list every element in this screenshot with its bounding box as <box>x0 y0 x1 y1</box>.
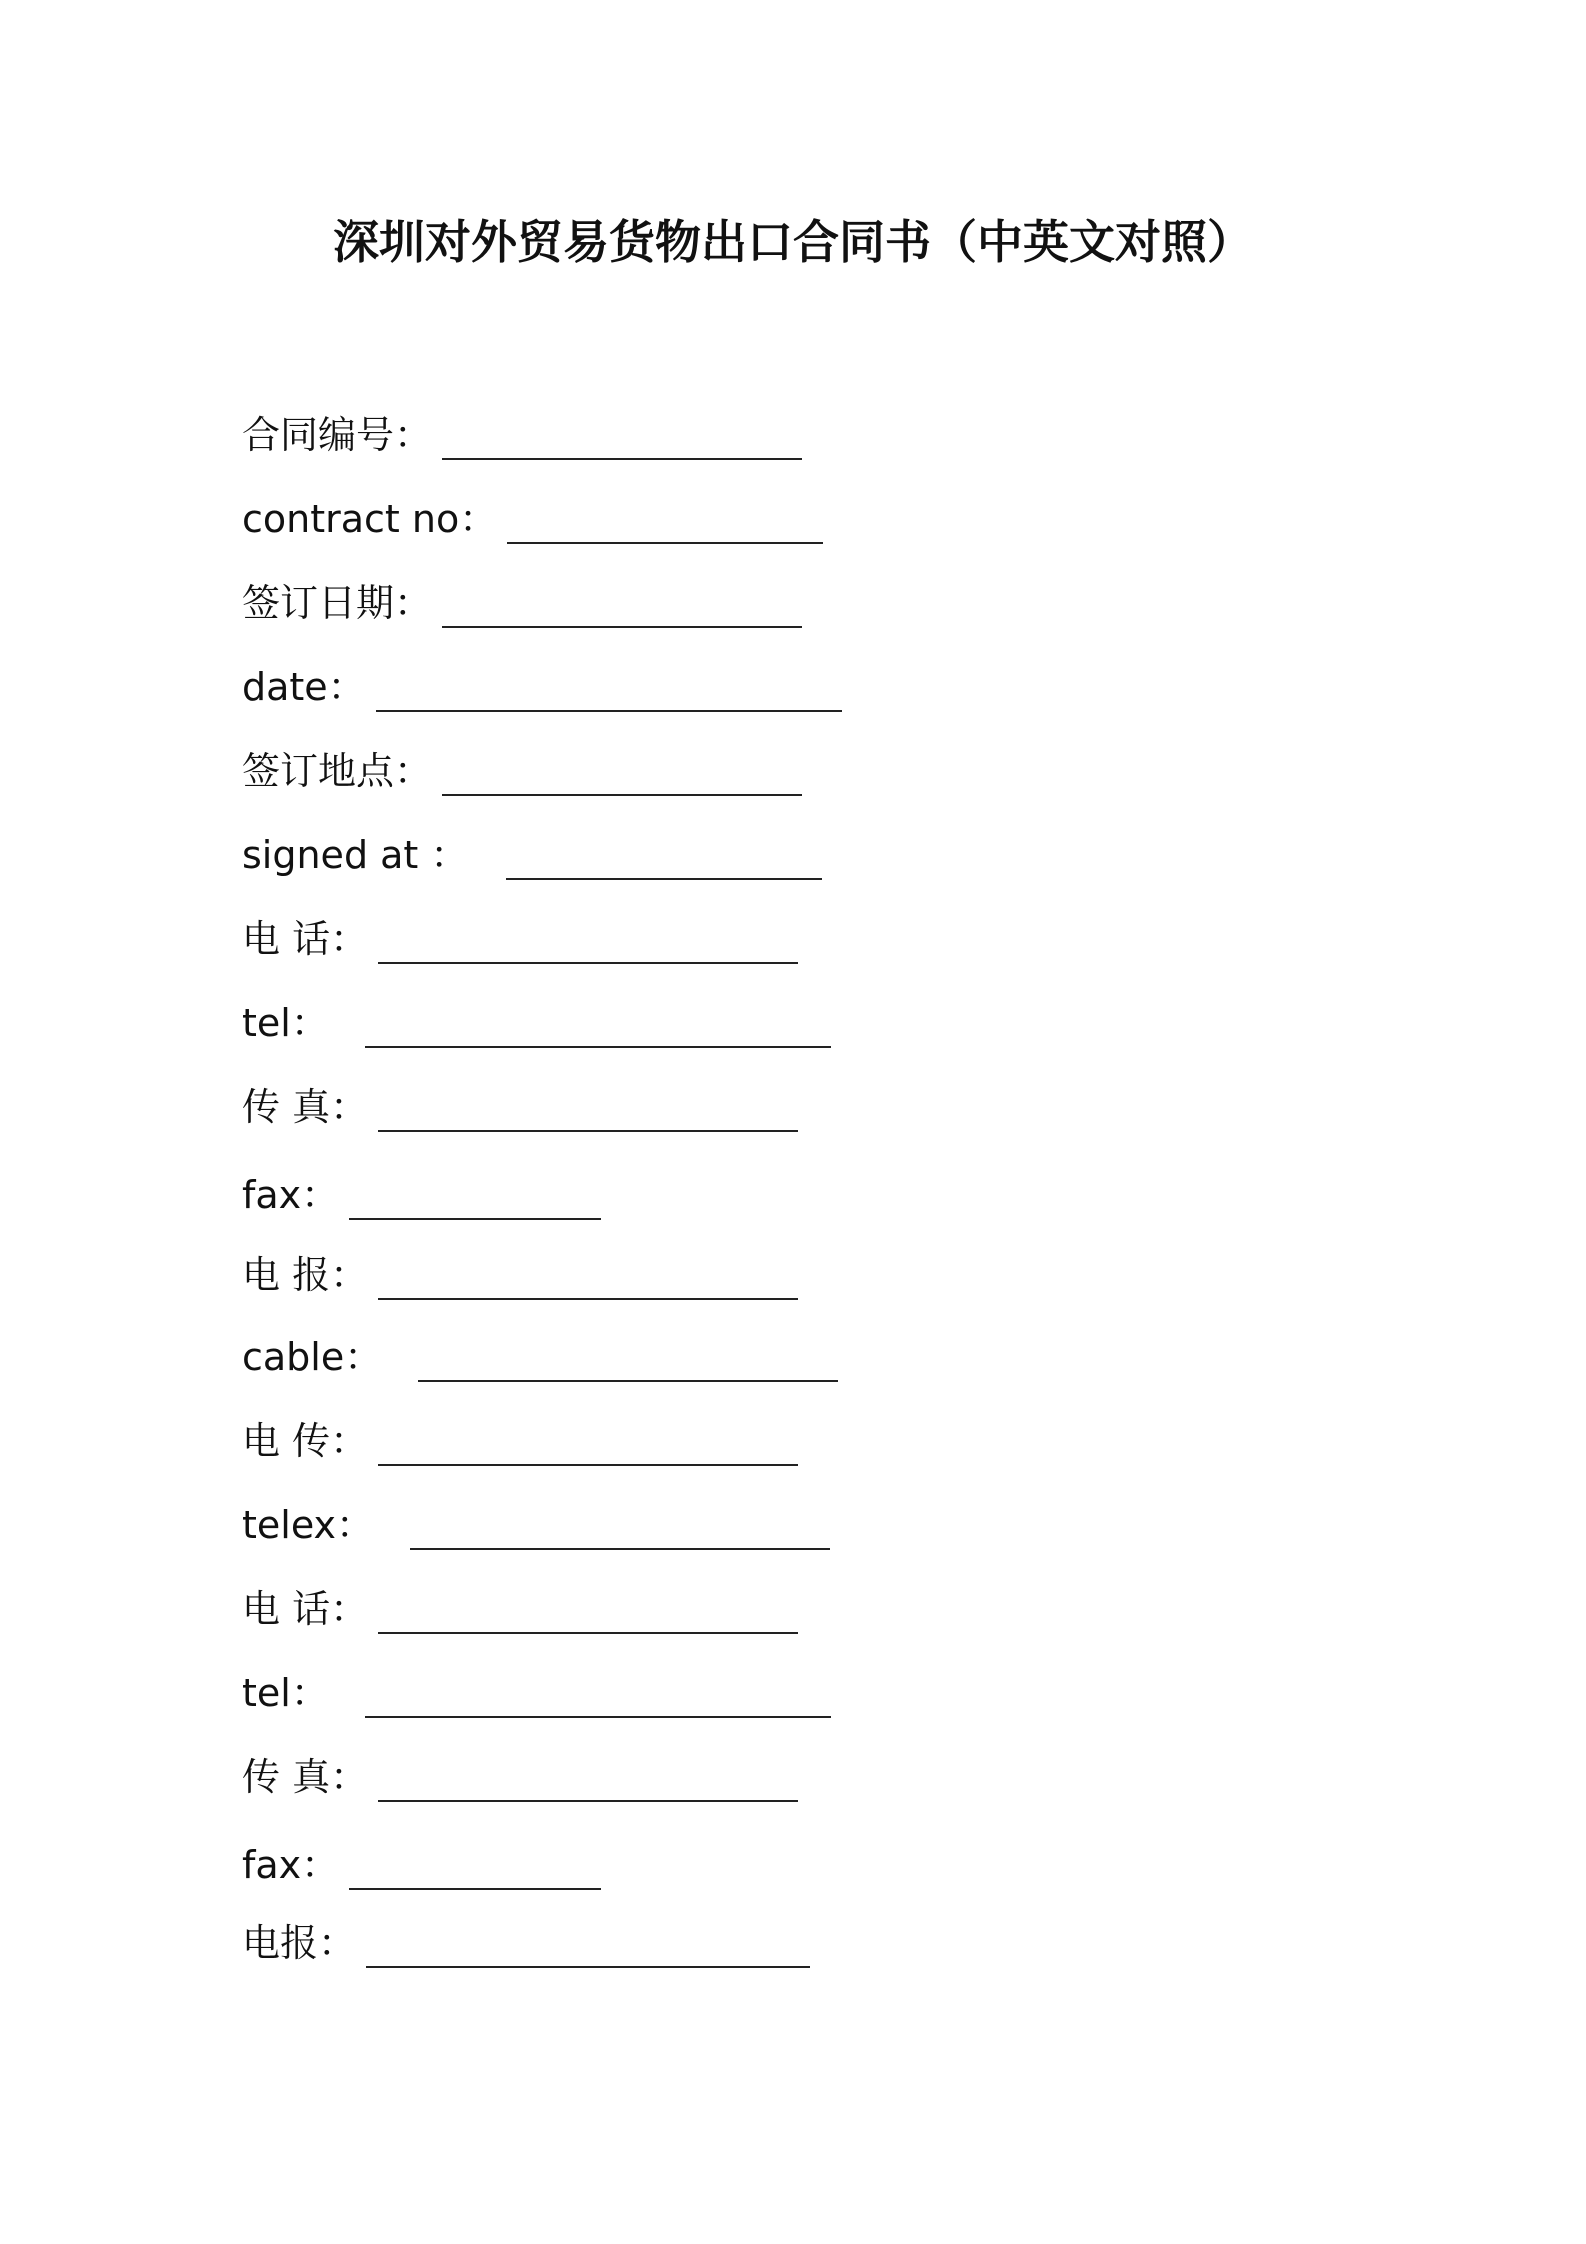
field-telegram-cn <box>242 1248 798 1304</box>
blank-line[interactable] <box>378 1090 798 1132</box>
field-label: 传 真： <box>242 1085 369 1129</box>
field-signing-place-cn <box>242 744 802 800</box>
document-title: 深圳对外贸易货物出口合同书（中英文对照） <box>333 215 1253 269</box>
field-cable-en <box>242 1330 838 1386</box>
field-label: 电 传： <box>242 1419 369 1463</box>
field-label: cable： <box>242 1335 383 1379</box>
field-signing-date-en <box>242 660 842 716</box>
field-contract-number-en <box>242 492 823 548</box>
field-label: 签订日期： <box>242 581 433 625</box>
blank-line[interactable] <box>378 1424 798 1466</box>
blank-line[interactable] <box>365 1006 831 1048</box>
blank-line[interactable] <box>365 1676 831 1718</box>
field-label: fax： <box>242 1173 340 1217</box>
blank-line[interactable] <box>378 1258 798 1300</box>
field-label: 合同编号： <box>242 413 433 457</box>
blank-line[interactable] <box>507 502 823 544</box>
field-telex-en <box>242 1498 830 1554</box>
field-telephone-en <box>242 996 831 1052</box>
field-label: telex： <box>242 1503 375 1547</box>
field-label: 电报： <box>242 1921 357 1965</box>
blank-line[interactable] <box>442 418 802 460</box>
field-label: tel： <box>242 1001 329 1045</box>
field-label: 签订地点： <box>242 749 433 793</box>
blank-line[interactable] <box>506 838 822 880</box>
blank-line[interactable] <box>349 1848 601 1890</box>
field-telephone-cn-2 <box>242 1582 798 1638</box>
blank-line[interactable] <box>410 1508 830 1550</box>
field-signing-place-en <box>242 828 822 884</box>
field-label: 电 话： <box>242 917 369 961</box>
field-telephone-en-2 <box>242 1666 831 1722</box>
field-contract-number-cn <box>242 408 802 464</box>
field-label: signed at ： <box>242 833 469 877</box>
field-label: contract no： <box>242 497 498 541</box>
field-fax-cn-2 <box>242 1750 798 1806</box>
blank-line[interactable] <box>378 1592 798 1634</box>
blank-line[interactable] <box>378 922 798 964</box>
field-label: 电 话： <box>242 1587 369 1631</box>
blank-line[interactable] <box>378 1760 798 1802</box>
field-telex-cn <box>242 1414 798 1470</box>
field-label: tel： <box>242 1671 329 1715</box>
blank-line[interactable] <box>366 1926 810 1968</box>
field-telegram-cn-2 <box>242 1916 810 1972</box>
field-signing-date-cn <box>242 576 802 632</box>
blank-line[interactable] <box>349 1178 601 1220</box>
field-fax-cn <box>242 1080 798 1136</box>
blank-line[interactable] <box>418 1340 838 1382</box>
field-label: date： <box>242 665 366 709</box>
field-fax-en-2 <box>242 1838 601 1894</box>
field-label: fax： <box>242 1843 340 1887</box>
field-label: 传 真： <box>242 1755 369 1799</box>
blank-line[interactable] <box>376 670 842 712</box>
blank-line[interactable] <box>442 754 802 796</box>
field-fax-en <box>242 1168 601 1224</box>
field-telephone-cn <box>242 912 798 968</box>
blank-line[interactable] <box>442 586 802 628</box>
field-label: 电 报： <box>242 1253 369 1297</box>
